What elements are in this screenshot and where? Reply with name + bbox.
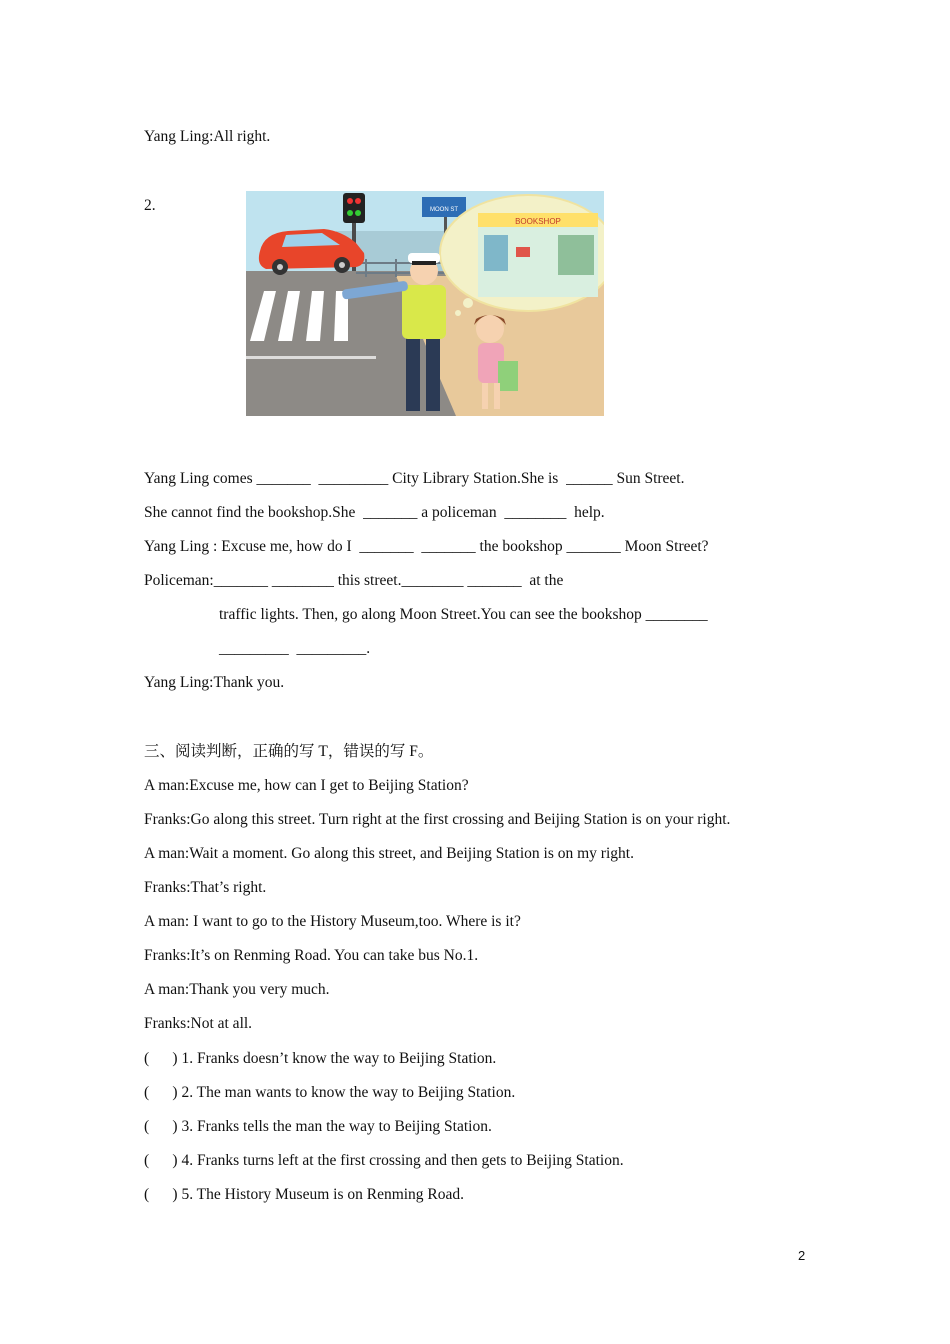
page-number: 2 [798,1248,806,1263]
fill-blank-line: She cannot find the bookshop.She _______ a policeman ________ help. [144,504,605,521]
section-heading: 三、阅读判断，正确的写 T，错误的写 F。 [144,743,434,760]
true-false-item: ( ) 5. The History Museum is on Renming Road. [144,1186,465,1203]
fill-blank-line: Yang Ling : Excuse me, how do I _______ _______ the bookshop _______ Moon Street? [144,538,709,555]
dialogue-line: A man:Thank you very much. [144,981,330,998]
dialogue-line: A man:Excuse me, how can I get to Beijing Station? [144,777,469,794]
true-false-item: ( ) 2. The man wants to know the way to Beijing Station. [144,1084,516,1101]
dialogue-line: A man:Wait a moment. Go along this street, and Beijing Station is on my right. [144,845,634,862]
dialogue-line: A man: I want to go to the History Museum,too. Where is it? [144,913,521,930]
dialogue-line: Yang Ling:Thank you. [144,674,285,691]
fill-blank-line: traffic lights. Then, go along Moon Street.You can see the bookshop ________ [219,606,708,623]
svg-text:BOOKSHOP: BOOKSHOP [515,217,561,226]
fill-blank-line: Policeman:_______ ________ this street.________ _______ at the [144,572,564,589]
dialogue-line: Franks:Not at all. [144,1015,253,1032]
street-scene-illustration [246,191,604,416]
fill-blank-line: Yang Ling comes _______ _________ City Library Station.She is ______ Sun Street. [144,470,685,487]
svg-text:MOON ST: MOON ST [430,207,458,213]
dialogue-line: Yang Ling:All right. [144,128,271,145]
true-false-item: ( ) 3. Franks tells the man the way to Beijing Station. [144,1118,492,1135]
true-false-item: ( ) 1. Franks doesn’t know the way to Beijing Station. [144,1050,497,1067]
dialogue-line: Franks:Go along this street. Turn right at the first crossing and Beijing Station is on your right. [144,811,731,828]
fill-blank-line: _________ _________. [219,640,371,657]
dialogue-line: Franks:It’s on Renming Road. You can take bus No.1. [144,947,479,964]
dialogue-line: Franks:That’s right. [144,879,267,896]
true-false-item: ( ) 4. Franks turns left at the first crossing and then gets to Beijing Station. [144,1152,624,1169]
question-number: 2. [144,197,156,214]
